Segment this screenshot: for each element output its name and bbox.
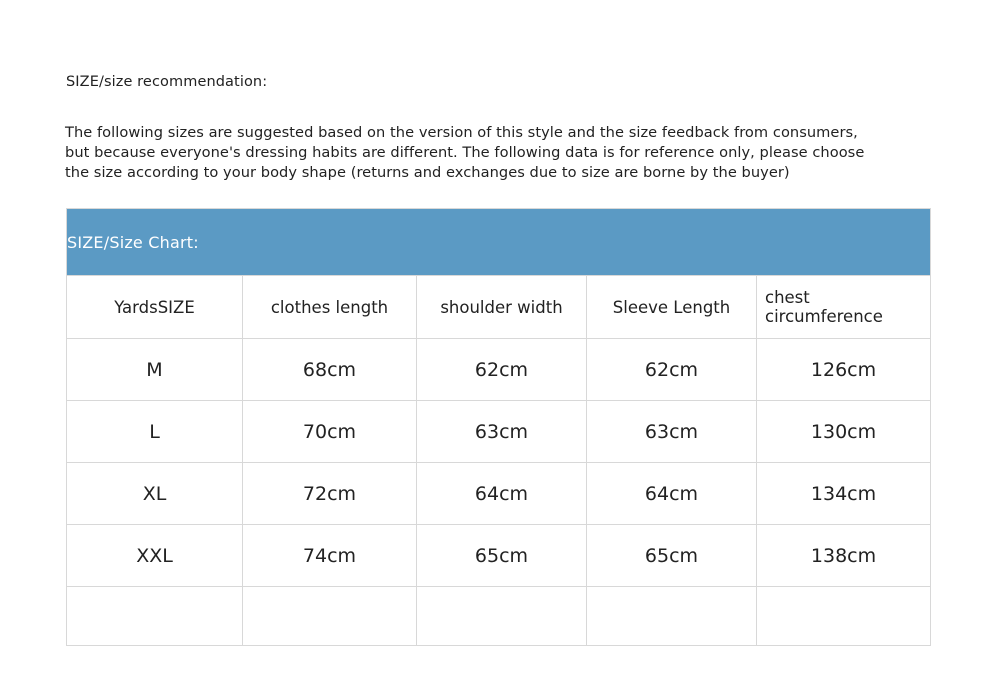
cell-clothes-length: 74cm <box>243 525 417 587</box>
cell-sleeve-length <box>587 587 757 646</box>
cell-clothes-length <box>243 587 417 646</box>
table-row <box>67 339 931 401</box>
table-title-row <box>67 209 931 276</box>
table-row <box>67 401 931 463</box>
cell-clothes-length: 72cm <box>243 463 417 525</box>
cell-shoulder-width: 63cm <box>417 401 587 463</box>
cell-chest-circumference: 126cm <box>757 339 931 401</box>
table-header-row <box>67 276 931 339</box>
table-row <box>67 463 931 525</box>
cell-sleeve-length: 63cm <box>587 401 757 463</box>
cell-size: L <box>67 401 243 463</box>
column-header-shoulder-width: shoulder width <box>417 276 587 339</box>
column-header-clothes-length: clothes length <box>243 276 417 339</box>
cell-size: XXL <box>67 525 243 587</box>
page-title: SIZE/size recommendation: <box>66 74 268 90</box>
cell-chest-circumference: 134cm <box>757 463 931 525</box>
table-row <box>67 525 931 587</box>
cell-chest-circumference <box>757 587 931 646</box>
cell-chest-circumference: 138cm <box>757 525 931 587</box>
size-chart-table-wrapper <box>66 208 930 646</box>
cell-shoulder-width: 65cm <box>417 525 587 587</box>
cell-shoulder-width: 64cm <box>417 463 587 525</box>
cell-sleeve-length: 65cm <box>587 525 757 587</box>
cell-size <box>67 587 243 646</box>
intro-line-3: the size according to your body shape (returns and exchanges due to size are borne by the buyer) <box>65 164 790 181</box>
cell-size: M <box>67 339 243 401</box>
intro-line-1: The following sizes are suggested based on the version of this style and the size feedback from consumers, <box>65 124 858 141</box>
cell-shoulder-width <box>417 587 587 646</box>
intro-line-2: but because everyone's dressing habits are different. The following data is for reference only, please choose <box>65 144 865 161</box>
cell-clothes-length: 68cm <box>243 339 417 401</box>
column-header-chest-circumference: chest circumference <box>757 276 931 339</box>
intro-paragraph <box>65 123 935 183</box>
table-row <box>67 587 931 646</box>
cell-chest-circumference: 130cm <box>757 401 931 463</box>
cell-sleeve-length: 62cm <box>587 339 757 401</box>
cell-size: XL <box>67 463 243 525</box>
table-title: SIZE/Size Chart: <box>67 209 931 276</box>
column-header-sleeve-length: Sleeve Length <box>587 276 757 339</box>
column-header-size: YardsSIZE <box>67 276 243 339</box>
size-chart-table <box>66 208 931 646</box>
cell-shoulder-width: 62cm <box>417 339 587 401</box>
cell-clothes-length: 70cm <box>243 401 417 463</box>
cell-sleeve-length: 64cm <box>587 463 757 525</box>
